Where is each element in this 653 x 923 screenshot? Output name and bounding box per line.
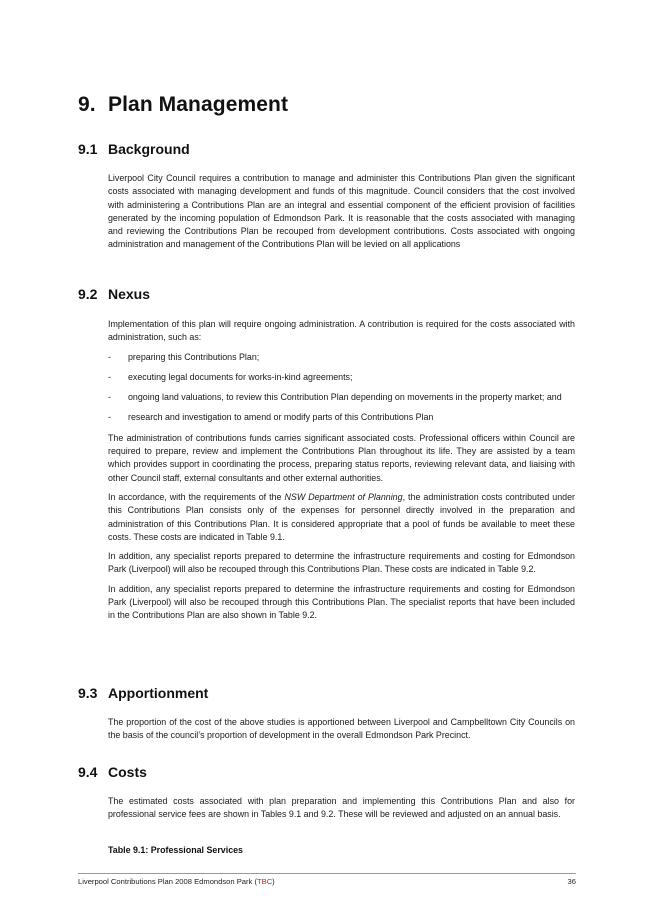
nexus-intro: Implementation of this plan will require ongoing administration. A contribution is required for the costs associated with administration, such as:	[108, 319, 575, 343]
section-heading-nexus	[78, 286, 150, 302]
chapter-number: 9.	[78, 93, 96, 116]
section-title: Costs	[108, 764, 147, 780]
list-item: - research and investigation to amend or modify parts of this Contributions Plan	[108, 411, 575, 424]
section-heading-apportionment	[78, 685, 208, 701]
nexus-paragraph-specialist-2: In addition, any specialist reports prepared to determine the infrastructure requirements and costing for Edmondson Park (Liverpool) will also be recouped through this Contributions Plan. The specialist reports that have been included in the Contributions Plan are also shown in Table 9.2.	[108, 583, 575, 621]
list-item: - executing legal documents for works-in-kind agreements;	[108, 371, 575, 384]
nexus-body	[108, 318, 575, 629]
bullet-dash: -	[108, 371, 111, 382]
nexus-paragraph-accordance: In accordance, with the requirements of the NSW Department of Planning, the administration costs contributed under this Contributions Plan consists only of the expenses for personnel directly involved in the preparation and administration of this Contributions Plan. It is considered appropriate that a pool of funds be available to meet these costs. These costs are indicated in Table 9.1.	[108, 491, 575, 542]
costs-paragraph: The estimated costs associated with plan preparation and implementing this Contributions Plan and also for professional service fees are shown in Tables 9.1 and 9.2. These will be reviewed and adjusted on an annual basis.	[108, 796, 575, 820]
chapter-title: Plan Management	[108, 93, 289, 116]
page-number: 36	[567, 877, 576, 886]
footer-title: Liverpool Contributions Plan 2008 Edmondson Park (TBC)	[78, 877, 275, 886]
section-number: 9.1	[78, 141, 98, 157]
background-paragraph: Liverpool City Council requires a contribution to manage and administer this Contributions Plan given the significant costs associated with managing development and funds of this magnitude. Council considers that the cost involved with administering a Contributions Plan are an integral and essential component of the efficient provision of facilities generated by the incoming population of Edmondson Park. It is reasonable that the costs associated with managing and reviewing the Contributions Plan be recouped from development contributions. Costs associated with ongoing administration and management of the Contributions Plan will be levied on all applications	[108, 173, 575, 250]
bullet-dash: -	[108, 412, 111, 423]
list-item: - ongoing land valuations, to review this Contribution Plan depending on movements in the property market; and	[108, 391, 575, 404]
section-heading-costs	[78, 764, 147, 780]
chapter-heading	[78, 93, 288, 117]
background-body	[108, 172, 575, 258]
section-title: Nexus	[108, 286, 151, 302]
section-number: 9.2	[78, 286, 98, 302]
nexus-bullet-list	[108, 351, 575, 425]
section-title: Background	[108, 141, 190, 157]
table-caption: Table 9.1: Professional Services	[108, 845, 243, 855]
section-heading-background	[78, 141, 190, 157]
section-number: 9.3	[78, 685, 98, 701]
tbc-marker: TBC	[256, 877, 273, 886]
apportionment-paragraph: The proportion of the cost of the above studies is apportioned between Liverpool and Campbelltown City Councils on the basis of the council’s proportion of development in the overall Edmondson Park Precinct.	[108, 717, 575, 741]
costs-body	[108, 795, 575, 828]
bullet-dash: -	[108, 392, 111, 403]
nsw-dept-planning: NSW Department of Planning	[284, 491, 403, 502]
apportionment-body	[108, 716, 575, 749]
footer-rule	[78, 873, 576, 874]
nexus-paragraph-specialist-1: In addition, any specialist reports prepared to determine the infrastructure requirements and costing for Edmondson Park (Liverpool) will also be recouped through this Contributions Plan. These costs are indicated in Table 9.2.	[108, 551, 575, 575]
bullet-dash: -	[108, 351, 111, 362]
section-title: Apportionment	[108, 685, 209, 701]
list-item: - preparing this Contributions Plan;	[108, 351, 575, 364]
nexus-paragraph-admin: The administration of contributions funds carries significant associated costs. Professional officers within Council are required to prepare, review and implement the Contributions Plan throughout its life. They are assisted by a team which provides support in coordinating the process, preparing status reports, reviewing relevant data, and liaising with other Council staff, external consultants and other external authorities.	[108, 432, 575, 483]
section-number: 9.4	[78, 764, 98, 780]
